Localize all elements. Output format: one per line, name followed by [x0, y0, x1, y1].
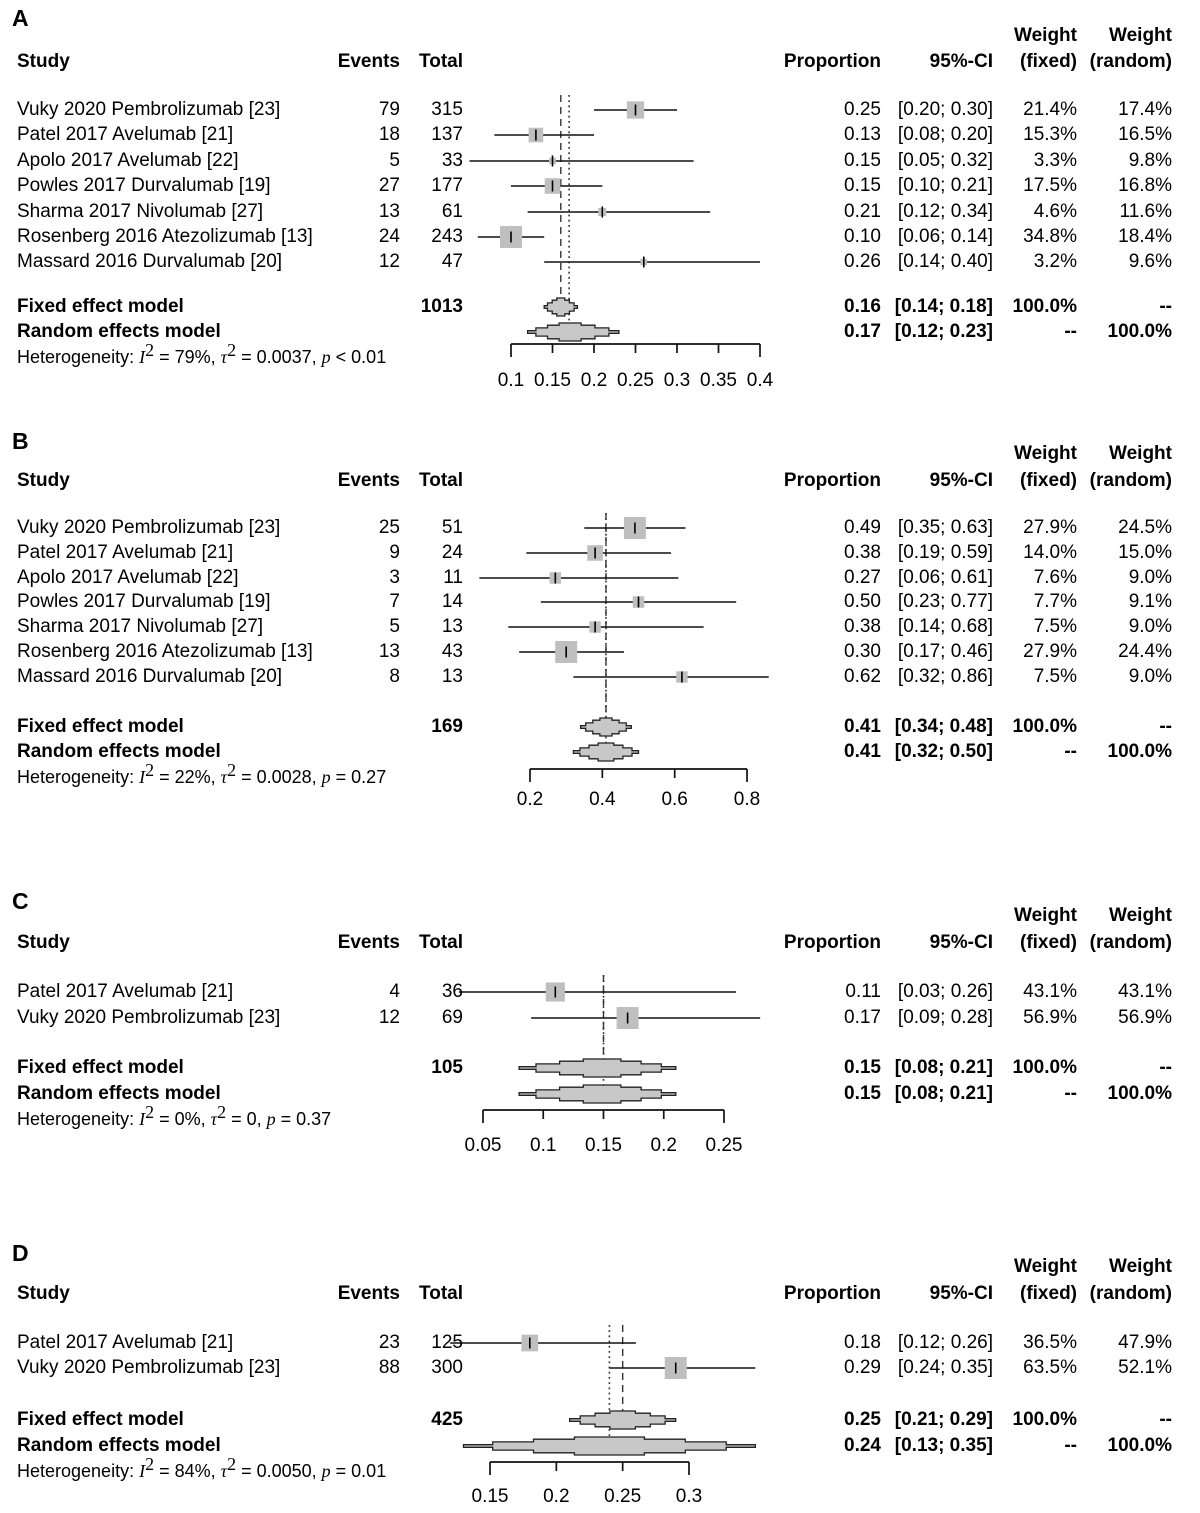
proportion-value: 0.13	[844, 124, 881, 145]
heterogeneity-p_sym: p	[321, 347, 331, 367]
heterogeneity-p_eq: = 0.01	[330, 1461, 387, 1481]
ci-value: [0.06; 0.61]	[897, 567, 993, 588]
weight-random-value: 9.8%	[1128, 150, 1172, 171]
x-tick-label: 0.2	[580, 370, 608, 391]
study-name: Apolo 2017 Avelumab [22]	[17, 567, 239, 588]
heterogeneity-prefix: Heterogeneity:	[17, 767, 140, 787]
heterogeneity-prefix: Heterogeneity:	[17, 1461, 140, 1481]
heterogeneity-p_sym: p	[266, 1109, 276, 1129]
study-name: Powles 2017 Durvalumab [19]	[17, 175, 271, 196]
fixed-total-value: 105	[431, 1057, 463, 1078]
col-header-study: Study	[17, 1283, 70, 1304]
fixed-effect-label: Fixed effect model	[17, 1409, 184, 1430]
x-tick-label: 0.3	[663, 370, 691, 391]
study-name: Vuky 2020 Pembrolizumab [23]	[17, 1007, 281, 1028]
heterogeneity-tau_eq: = 0,	[226, 1109, 267, 1129]
proportion-value: 0.30	[844, 641, 881, 662]
weight-fixed-value: 4.6%	[1033, 201, 1077, 222]
total-value: 125	[431, 1332, 463, 1353]
col-header-total: Total	[419, 1283, 463, 1304]
fixed-proportion-value: 0.25	[844, 1409, 881, 1430]
events-value: 12	[378, 251, 400, 272]
heterogeneity-sup: 2	[227, 760, 237, 780]
weight-fixed-value: 7.5%	[1033, 616, 1077, 637]
fixed-weight-random: --	[1159, 1409, 1172, 1430]
fixed-weight-random: --	[1159, 296, 1172, 317]
heterogeneity-p_eq: = 0.27	[330, 767, 387, 787]
total-value: 315	[431, 99, 463, 120]
weight-random-value: 16.5%	[1118, 124, 1172, 145]
weight-fixed-value: 7.7%	[1033, 591, 1077, 612]
fixed-weight-random: --	[1159, 1057, 1172, 1078]
study-name: Vuky 2020 Pembrolizumab [23]	[17, 1357, 281, 1378]
events-value: 5	[389, 616, 400, 637]
col-header-fixed-sub: (fixed)	[1020, 51, 1077, 72]
heterogeneity-tau_eq: = 0.0028,	[236, 767, 322, 787]
fixed-ci-value: [0.21; 0.29]	[894, 1409, 993, 1430]
weight-fixed-value: 36.5%	[1023, 1332, 1077, 1353]
x-tick-label: 0.4	[589, 789, 616, 810]
fixed-effect-diamond	[544, 298, 577, 316]
proportion-value: 0.38	[844, 616, 881, 637]
fixed-weight-fixed: 100.0%	[1012, 1409, 1077, 1430]
ci-value: [0.10; 0.21]	[897, 175, 993, 196]
events-value: 12	[378, 1007, 400, 1028]
random-effects-label: Random effects model	[17, 1083, 221, 1104]
col-header-weight-random-top: Weight	[1109, 905, 1172, 926]
panel-label-D: D	[12, 1240, 29, 1266]
proportion-value: 0.27	[844, 567, 881, 588]
weight-random-value: 9.0%	[1128, 567, 1172, 588]
heterogeneity-sup: 2	[145, 760, 155, 780]
study-name: Powles 2017 Durvalumab [19]	[17, 591, 271, 612]
col-header-fixed-sub: (fixed)	[1020, 470, 1077, 491]
study-name: Rosenberg 2016 Atezolizumab [13]	[17, 641, 313, 662]
x-tick-label: 0.8	[733, 789, 761, 810]
random-proportion-value: 0.24	[844, 1435, 881, 1456]
x-tick-label: 0.25	[604, 1486, 642, 1507]
col-header-weight-fixed-top: Weight	[1014, 1256, 1077, 1277]
ci-value: [0.06; 0.14]	[897, 226, 993, 247]
col-header-weight-random-top: Weight	[1109, 25, 1172, 46]
total-value: 14	[441, 591, 463, 612]
x-tick-label: 0.3	[675, 1486, 703, 1507]
fixed-weight-fixed: 100.0%	[1012, 716, 1077, 737]
random-effects-diamond	[528, 323, 619, 341]
col-header-weight-random-top: Weight	[1109, 443, 1172, 464]
fixed-ci-value: [0.34; 0.48]	[894, 716, 993, 737]
ci-value: [0.20; 0.30]	[897, 99, 993, 120]
weight-random-value: 18.4%	[1118, 226, 1172, 247]
events-value: 5	[389, 150, 400, 171]
heterogeneity-i_sym: I	[139, 767, 146, 787]
weight-random-value: 9.1%	[1128, 591, 1172, 612]
weight-fixed-value: 63.5%	[1023, 1357, 1077, 1378]
proportion-value: 0.49	[844, 517, 881, 538]
random-weight-fixed: --	[1064, 741, 1077, 762]
random-weight-fixed: --	[1064, 321, 1077, 342]
ci-value: [0.05; 0.32]	[897, 150, 993, 171]
random-proportion-value: 0.17	[844, 321, 881, 342]
total-value: 33	[441, 150, 463, 171]
events-value: 7	[389, 591, 400, 612]
events-value: 25	[378, 517, 400, 538]
col-header-weight-random-top: Weight	[1109, 1256, 1172, 1277]
weight-fixed-value: 56.9%	[1023, 1007, 1077, 1028]
proportion-value: 0.29	[844, 1357, 881, 1378]
weight-fixed-value: 7.6%	[1033, 567, 1077, 588]
random-proportion-value: 0.15	[844, 1083, 881, 1104]
ci-value: [0.12; 0.34]	[897, 201, 993, 222]
x-tick-label: 0.1	[530, 1135, 557, 1156]
col-header-study: Study	[17, 470, 70, 491]
study-name: Sharma 2017 Nivolumab [27]	[17, 616, 264, 637]
random-weight-random: 100.0%	[1107, 1435, 1172, 1456]
proportion-value: 0.18	[844, 1332, 881, 1353]
col-header-proportion: Proportion	[783, 1283, 881, 1304]
heterogeneity-p_eq: = 0.37	[275, 1109, 332, 1129]
random-weight-fixed: --	[1064, 1083, 1077, 1104]
heterogeneity-sup: 2	[145, 340, 155, 360]
total-value: 13	[441, 666, 463, 687]
x-tick-label: 0.25	[617, 370, 654, 391]
random-ci-value: [0.08; 0.21]	[894, 1083, 993, 1104]
heterogeneity-i_eq: = 84%,	[154, 1461, 221, 1481]
random-effects-diamond	[519, 1085, 676, 1103]
heterogeneity-i_sym: I	[139, 1461, 146, 1481]
ci-value: [0.14; 0.68]	[897, 616, 993, 637]
weight-fixed-value: 14.0%	[1023, 542, 1077, 563]
col-header-weight-fixed-top: Weight	[1014, 905, 1077, 926]
weight-random-value: 9.0%	[1128, 666, 1172, 687]
heterogeneity-p_eq: < 0.01	[330, 347, 387, 367]
ci-value: [0.23; 0.77]	[897, 591, 993, 612]
proportion-value: 0.26	[844, 251, 881, 272]
events-value: 18	[378, 124, 400, 145]
col-header-random-sub: (random)	[1089, 932, 1172, 953]
x-tick-label: 0.2	[543, 1486, 570, 1507]
col-header-ci: 95%-CI	[929, 51, 993, 72]
fixed-effect-diamond	[570, 1411, 676, 1429]
random-effects-diamond	[573, 743, 638, 761]
heterogeneity-tau_sym: τ	[220, 347, 228, 367]
ci-value: [0.03; 0.26]	[897, 981, 993, 1002]
col-header-random-sub: (random)	[1089, 1283, 1172, 1304]
proportion-value: 0.10	[844, 226, 881, 247]
total-value: 243	[431, 226, 463, 247]
weight-random-value: 17.4%	[1118, 99, 1172, 120]
x-tick-label: 0.1	[497, 370, 525, 391]
study-name: Vuky 2020 Pembrolizumab [23]	[17, 517, 281, 538]
heterogeneity-prefix: Heterogeneity:	[17, 1109, 140, 1129]
ci-value: [0.08; 0.20]	[897, 124, 993, 145]
weight-random-value: 52.1%	[1118, 1357, 1172, 1378]
ci-value: [0.14; 0.40]	[897, 251, 993, 272]
total-value: 43	[441, 641, 463, 662]
heterogeneity-line	[17, 340, 577, 370]
weight-fixed-value: 27.9%	[1023, 641, 1077, 662]
panel-label-B: B	[12, 428, 29, 454]
weight-random-value: 24.4%	[1118, 641, 1172, 662]
col-header-proportion: Proportion	[783, 51, 881, 72]
fixed-proportion-value: 0.15	[844, 1057, 881, 1078]
fixed-weight-random: --	[1159, 716, 1172, 737]
col-header-weight-fixed-top: Weight	[1014, 443, 1077, 464]
proportion-value: 0.15	[844, 175, 881, 196]
ci-value: [0.32; 0.86]	[897, 666, 993, 687]
events-value: 88	[378, 1357, 400, 1378]
fixed-effect-label: Fixed effect model	[17, 716, 184, 737]
fixed-ci-value: [0.08; 0.21]	[894, 1057, 993, 1078]
weight-fixed-value: 7.5%	[1033, 666, 1077, 687]
fixed-effect-label: Fixed effect model	[17, 296, 184, 317]
col-header-proportion: Proportion	[783, 470, 881, 491]
weight-fixed-value: 17.5%	[1023, 175, 1077, 196]
weight-fixed-value: 21.4%	[1023, 99, 1077, 120]
col-header-ci: 95%-CI	[929, 1283, 993, 1304]
heterogeneity-sup: 2	[145, 1454, 155, 1474]
events-value: 79	[378, 99, 400, 120]
study-name: Apolo 2017 Avelumab [22]	[17, 150, 239, 171]
proportion-value: 0.11	[845, 981, 881, 1002]
weight-random-value: 43.1%	[1118, 981, 1172, 1002]
proportion-value: 0.21	[844, 201, 881, 222]
events-value: 9	[389, 542, 400, 563]
proportion-value: 0.50	[844, 591, 881, 612]
fixed-weight-fixed: 100.0%	[1012, 1057, 1077, 1078]
weight-fixed-value: 27.9%	[1023, 517, 1077, 538]
heterogeneity-tau_sym: τ	[210, 1109, 218, 1129]
proportion-value: 0.62	[844, 666, 881, 687]
x-tick-label: 0.2	[516, 789, 544, 810]
heterogeneity-tau_eq: = 0.0037,	[236, 347, 322, 367]
x-tick-label: 0.6	[661, 789, 688, 810]
heterogeneity-tau_sym: τ	[220, 1461, 228, 1481]
fixed-effect-diamond	[519, 1059, 676, 1077]
heterogeneity-sup: 2	[217, 1102, 227, 1122]
total-value: 51	[441, 517, 463, 538]
total-value: 11	[443, 567, 463, 588]
heterogeneity-line	[17, 760, 577, 790]
random-ci-value: [0.32; 0.50]	[894, 741, 993, 762]
weight-random-value: 11.6%	[1119, 201, 1172, 222]
heterogeneity-i_sym: I	[139, 347, 146, 367]
fixed-proportion-value: 0.41	[844, 716, 881, 737]
weight-random-value: 16.8%	[1118, 175, 1172, 196]
col-header-events: Events	[337, 51, 400, 72]
proportion-value: 0.15	[844, 150, 881, 171]
events-value: 3	[389, 567, 400, 588]
study-name: Patel 2017 Avelumab [21]	[17, 981, 234, 1002]
random-proportion-value: 0.41	[844, 741, 881, 762]
heterogeneity-i_eq: = 22%,	[154, 767, 221, 787]
fixed-effect-diamond	[581, 718, 632, 736]
study-name: Rosenberg 2016 Atezolizumab [13]	[17, 226, 313, 247]
total-value: 69	[441, 1007, 463, 1028]
ci-value: [0.09; 0.28]	[897, 1007, 993, 1028]
col-header-total: Total	[419, 932, 463, 953]
panel-label-C: C	[12, 888, 29, 914]
study-name: Patel 2017 Avelumab [21]	[17, 1332, 234, 1353]
study-name: Vuky 2020 Pembrolizumab [23]	[17, 99, 281, 120]
heterogeneity-line	[17, 1102, 577, 1132]
col-header-ci: 95%-CI	[929, 932, 993, 953]
col-header-study: Study	[17, 51, 70, 72]
study-name: Patel 2017 Avelumab [21]	[17, 542, 234, 563]
events-value: 13	[378, 201, 400, 222]
proportion-value: 0.17	[844, 1007, 881, 1028]
weight-fixed-value: 43.1%	[1023, 981, 1077, 1002]
heterogeneity-tau_sym: τ	[220, 767, 228, 787]
col-header-total: Total	[419, 470, 463, 491]
heterogeneity-sup: 2	[145, 1102, 155, 1122]
total-value: 13	[441, 616, 463, 637]
ci-value: [0.17; 0.46]	[897, 641, 993, 662]
weight-fixed-value: 3.2%	[1033, 251, 1077, 272]
fixed-weight-fixed: 100.0%	[1012, 296, 1077, 317]
x-tick-label: 0.15	[471, 1486, 509, 1507]
ci-value: [0.35; 0.63]	[897, 517, 993, 538]
x-tick-label: 0.2	[650, 1135, 677, 1156]
events-value: 13	[378, 641, 400, 662]
weight-random-value: 56.9%	[1118, 1007, 1172, 1028]
study-name: Patel 2017 Avelumab [21]	[17, 124, 234, 145]
total-value: 61	[441, 201, 463, 222]
x-tick-label: 0.35	[700, 370, 737, 391]
weight-random-value: 47.9%	[1118, 1332, 1172, 1353]
x-tick-label: 0.05	[464, 1135, 502, 1156]
random-weight-random: 100.0%	[1107, 1083, 1172, 1104]
heterogeneity-i_eq: = 0%,	[154, 1109, 211, 1129]
fixed-total-value: 425	[431, 1409, 463, 1430]
col-header-study: Study	[17, 932, 70, 953]
col-header-fixed-sub: (fixed)	[1020, 932, 1077, 953]
total-value: 24	[441, 542, 463, 563]
col-header-events: Events	[337, 932, 400, 953]
x-tick-label: 0.15	[534, 370, 571, 391]
fixed-effect-label: Fixed effect model	[17, 1057, 184, 1078]
fixed-total-value: 169	[431, 716, 463, 737]
random-ci-value: [0.13; 0.35]	[894, 1435, 993, 1456]
events-value: 24	[378, 226, 400, 247]
col-header-proportion: Proportion	[783, 932, 881, 953]
random-effects-label: Random effects model	[17, 1435, 221, 1456]
ci-value: [0.24; 0.35]	[897, 1357, 993, 1378]
col-header-events: Events	[337, 1283, 400, 1304]
random-effects-diamond	[464, 1437, 756, 1455]
events-value: 4	[389, 981, 400, 1002]
col-header-random-sub: (random)	[1089, 470, 1172, 491]
weight-fixed-value: 15.3%	[1023, 124, 1077, 145]
ci-value: [0.19; 0.59]	[897, 542, 993, 563]
col-header-ci: 95%-CI	[929, 470, 993, 491]
proportion-value: 0.38	[844, 542, 881, 563]
random-effects-label: Random effects model	[17, 321, 221, 342]
weight-fixed-value: 34.8%	[1023, 226, 1077, 247]
weight-fixed-value: 3.3%	[1033, 150, 1077, 171]
total-value: 177	[431, 175, 463, 196]
events-value: 8	[389, 666, 400, 687]
heterogeneity-p_sym: p	[321, 1461, 331, 1481]
col-header-random-sub: (random)	[1089, 51, 1172, 72]
panel-label-A: A	[12, 5, 29, 31]
heterogeneity-sup: 2	[227, 340, 237, 360]
random-ci-value: [0.12; 0.23]	[894, 321, 993, 342]
col-header-weight-fixed-top: Weight	[1014, 25, 1077, 46]
col-header-total: Total	[419, 51, 463, 72]
total-value: 47	[441, 251, 463, 272]
fixed-proportion-value: 0.16	[844, 296, 881, 317]
total-value: 137	[431, 124, 463, 145]
col-header-events: Events	[337, 470, 400, 491]
fixed-total-value: 1013	[420, 296, 463, 317]
random-weight-random: 100.0%	[1107, 321, 1172, 342]
events-value: 23	[378, 1332, 400, 1353]
events-value: 27	[378, 175, 400, 196]
ci-value: [0.12; 0.26]	[897, 1332, 993, 1353]
heterogeneity-tau_eq: = 0.0050,	[236, 1461, 322, 1481]
study-name: Sharma 2017 Nivolumab [27]	[17, 201, 264, 222]
weight-random-value: 24.5%	[1118, 517, 1172, 538]
x-tick-label: 0.15	[585, 1135, 622, 1156]
heterogeneity-p_sym: p	[321, 767, 331, 787]
study-name: Massard 2016 Durvalumab [20]	[17, 251, 283, 272]
heterogeneity-prefix: Heterogeneity:	[17, 347, 140, 367]
total-value: 36	[441, 981, 463, 1002]
study-name: Massard 2016 Durvalumab [20]	[17, 666, 283, 687]
col-header-fixed-sub: (fixed)	[1020, 1283, 1077, 1304]
random-effects-label: Random effects model	[17, 741, 221, 762]
fixed-ci-value: [0.14; 0.18]	[894, 296, 993, 317]
heterogeneity-i_sym: I	[139, 1109, 146, 1129]
weight-random-value: 9.0%	[1128, 616, 1172, 637]
heterogeneity-line	[17, 1454, 577, 1484]
total-value: 300	[431, 1357, 463, 1378]
random-weight-fixed: --	[1064, 1435, 1077, 1456]
weight-random-value: 9.6%	[1128, 251, 1172, 272]
proportion-value: 0.25	[844, 99, 881, 120]
x-tick-label: 0.4	[746, 370, 774, 391]
x-tick-label: 0.25	[705, 1135, 743, 1156]
weight-random-value: 15.0%	[1118, 542, 1172, 563]
random-weight-random: 100.0%	[1107, 741, 1172, 762]
heterogeneity-sup: 2	[227, 1454, 237, 1474]
heterogeneity-i_eq: = 79%,	[154, 347, 221, 367]
